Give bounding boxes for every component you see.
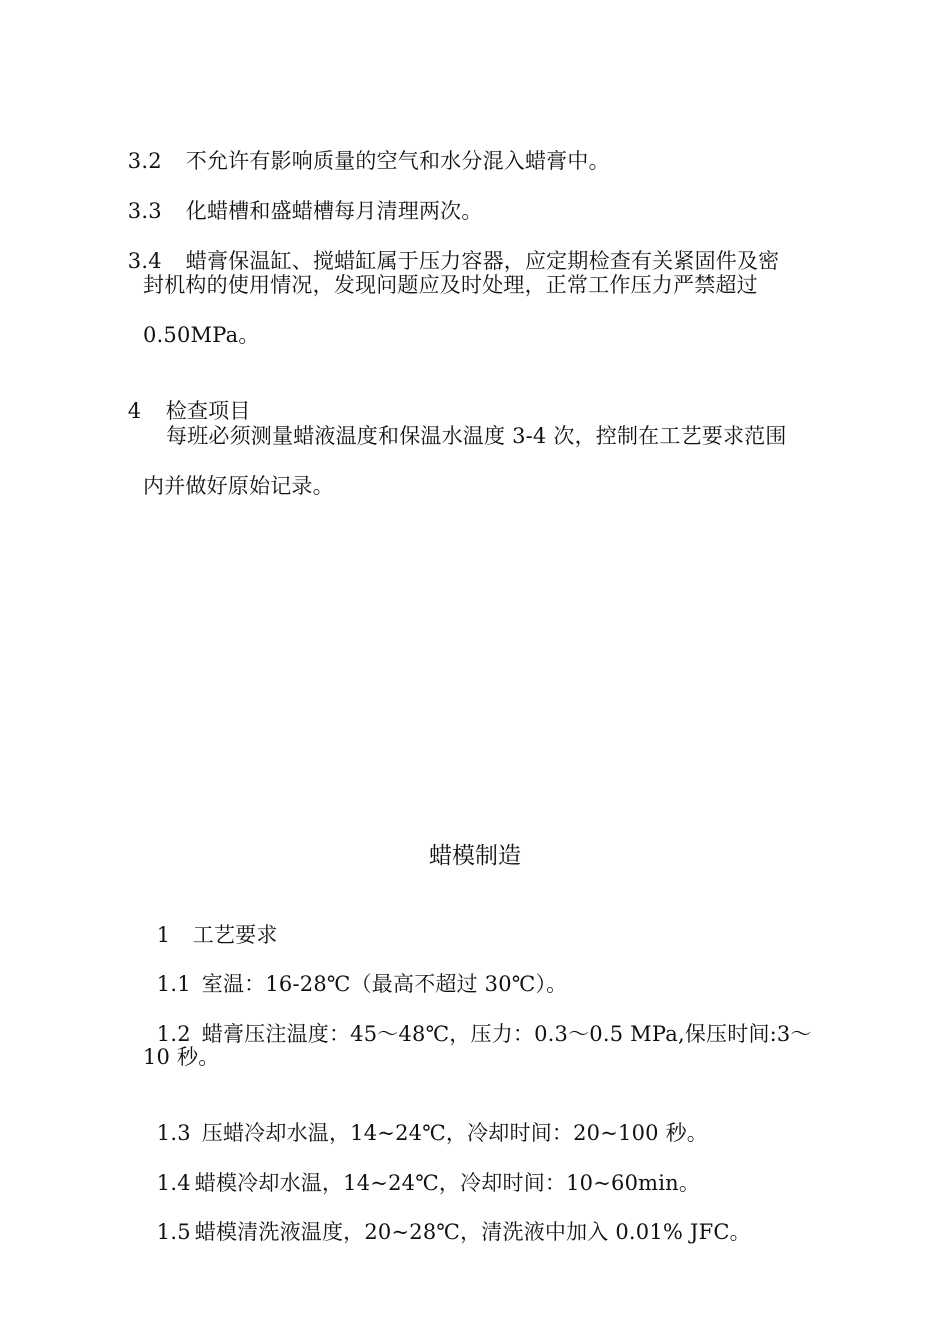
item-3-4 (114, 222, 779, 274)
item-number: 3.2 (127, 149, 162, 173)
item-3-2 (114, 122, 610, 174)
page-title: 蜡模制造 (429, 843, 521, 869)
section-number: 1 (156, 923, 171, 947)
item-1-2-continuation: 10 秒。 (143, 1045, 220, 1069)
item-3-3 (114, 172, 483, 224)
item-1-5 (143, 1193, 751, 1245)
item-number: 1.5 (156, 1220, 191, 1244)
item-number: 3.3 (127, 199, 162, 223)
item-number: 1.3 (156, 1121, 191, 1145)
item-number: 1.1 (156, 972, 191, 996)
item-text: 室温：16-28℃（最高不超过 30℃）。 (201, 972, 568, 996)
section-number: 4 (127, 399, 142, 423)
item-1-3 (143, 1094, 708, 1146)
section-4-paragraph-line-1: 每班必须测量蜡液温度和保温水温度 3-4 次，控制在工艺要求范围 (166, 424, 787, 448)
wax-section-1-heading (143, 896, 278, 948)
item-text: 化蜡槽和盛蜡槽每月清理两次。 (185, 199, 483, 223)
item-1-4 (143, 1144, 700, 1196)
item-text: 蜡模清洗液温度，20~28℃，清洗液中加入 0.01% JFC。 (194, 1220, 751, 1244)
item-text: 蜡模冷却水温，14~24℃，冷却时间：10~60min。 (194, 1171, 701, 1195)
section-4-paragraph-line-2: 内并做好原始记录。 (143, 474, 334, 498)
item-number: 1.2 (156, 1022, 191, 1046)
item-text: 蜡膏压注温度：45～48℃，压力：0.3～0.5 MPa,保压时间:3～ (201, 1022, 812, 1046)
section-heading-text: 检查项目 (165, 399, 251, 423)
item-text: 压蜡冷却水温，14~24℃，冷却时间：20~100 秒。 (201, 1121, 708, 1145)
item-1-1 (143, 945, 567, 997)
item-text: 不允许有影响质量的空气和水分混入蜡膏中。 (185, 149, 610, 173)
item-1-2 (143, 995, 812, 1047)
item-3-4-continuation-2: 0.50MPa。 (143, 323, 260, 347)
item-number: 1.4 (156, 1171, 191, 1195)
section-4-heading (114, 372, 251, 424)
section-heading-text: 工艺要求 (192, 923, 278, 947)
item-3-4-continuation-1: 封机构的使用情况，发现问题应及时处理，正常工作压力严禁超过 (143, 273, 758, 297)
item-number: 3.4 (127, 249, 162, 273)
item-text: 蜡膏保温缸、搅蜡缸属于压力容器，应定期检查有关紧固件及密 (185, 249, 780, 273)
